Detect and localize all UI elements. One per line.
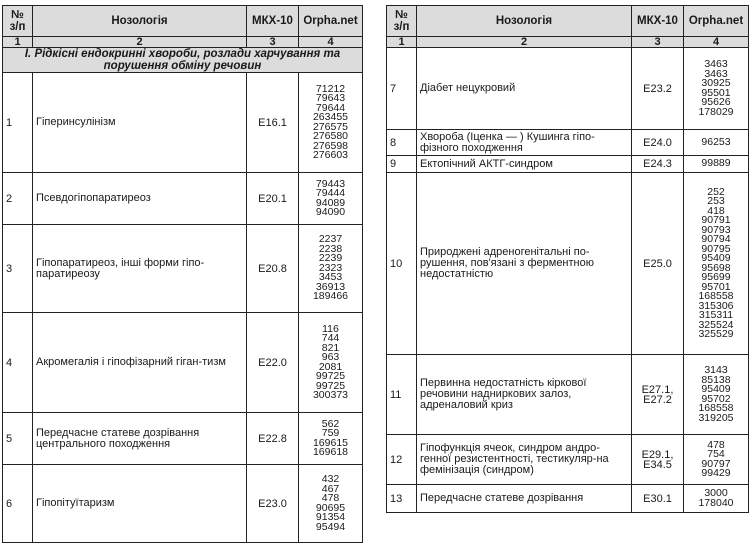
orpha-code: 90791 [701,214,731,226]
orpha-code: 96253 [701,135,731,148]
row-number: 11 [387,355,417,435]
orpha-code: 3000 [704,487,728,499]
column-number: 1 [387,37,417,48]
orpha-code: 319205 [698,411,734,424]
orpha-code: 2081 [318,360,343,373]
icd-code: E27.1, E27.2 [632,355,684,435]
column-number: 4 [684,37,749,48]
orpha-code: 178040 [698,496,734,509]
table-row [387,48,749,130]
orpha-code: 315311 [698,309,734,321]
icd-code: E22.0 [247,313,299,413]
table-row [387,156,749,173]
orpha-code: 94089 [315,196,346,209]
orpha-code: 71212 [315,82,346,95]
icd-code: E20.1 [247,173,299,225]
table-row [387,355,749,435]
orpha-code: 91354 [315,511,346,523]
row-number: 1 [3,73,33,173]
orpha-code: 178029 [698,105,734,118]
column-number: 3 [632,37,684,48]
column-number: 2 [33,37,247,48]
row-number: 9 [387,156,417,173]
orpha-code: 2323 [318,261,343,274]
orpha-code: 90794 [701,233,731,245]
orpha-code: 821 [321,341,340,354]
orpha-code: 169618 [312,446,349,458]
orpha-code: 3143 [704,364,728,376]
orpha-code: 99725 [315,379,346,392]
table-row [387,173,749,355]
orpha-code: 95501 [701,86,731,99]
orpha-code: 467 [321,482,340,495]
nosology-name: Псевдогіпопаратиреоз [33,173,247,225]
orpha-code: 963 [321,351,340,363]
orpha-codes [684,355,749,435]
row-number: 3 [3,225,33,313]
header-nosology: Нозологія [417,6,632,37]
header-icd: МКХ-10 [632,6,684,37]
orpha-code: 2239 [318,252,343,265]
orpha-code: 95702 [701,392,731,405]
row-number: 2 [3,173,33,225]
orpha-code: 253 [707,195,725,207]
orpha-code: 300373 [312,389,349,401]
orpha-code: 95698 [701,261,731,274]
table-row [3,413,363,465]
orpha-code: 85138 [701,373,731,386]
table-row [387,485,749,513]
header-icd: МКХ-10 [247,6,299,37]
orpha-code: 478 [707,438,725,451]
orpha-code: 263455 [312,111,349,123]
orpha-code: 169615 [312,436,349,449]
orpha-code: 99429 [701,467,731,479]
orpha-codes [299,73,363,173]
header-no: № з/п [3,6,33,37]
nosology-name: Первинна недостатність кіркової речовини надниркових залоз, адреналовий криз [417,355,632,435]
orpha-code: 3453 [318,271,343,284]
nosology-name: Ектопічний АКТГ-синдром [417,156,632,173]
orpha-code: 2237 [318,233,343,246]
header-row [387,6,749,37]
nosology-name: Гіпопітуїтаризм [33,465,247,543]
row-number: 6 [3,465,33,543]
icd-code: E24.0 [632,130,684,156]
header-no: № з/п [387,6,417,37]
table-row [3,73,363,173]
row-number: 13 [387,485,417,513]
table-row [3,465,363,543]
orpha-code: 168558 [698,290,734,302]
orpha-codes [684,130,749,156]
orpha-codes [684,48,749,130]
orpha-code: 79444 [315,187,346,199]
orpha-codes [684,156,749,173]
row-number: 7 [387,48,417,130]
orpha-code: 95494 [315,520,346,533]
orpha-code: 189466 [312,290,349,303]
orpha-codes [684,485,749,513]
orpha-code: 99889 [701,157,731,170]
nosology-name: Діабет нецукровий [417,48,632,130]
orpha-codes [684,435,749,485]
header-orpha: Orpha.net [299,6,363,37]
orpha-code: 325524 [698,318,734,331]
row-number: 4 [3,313,33,413]
nosology-name: Акромегалія і гіпофізарний гіган-тизм [33,313,247,413]
orpha-code: 36913 [315,280,346,293]
orpha-code: 754 [707,448,725,460]
column-number: 1 [3,37,33,48]
orpha-code: 30925 [701,77,731,89]
orpha-code: 90695 [315,501,346,514]
nosology-name: Передчасне статеве дозрівання [417,485,632,513]
orpha-code: 276575 [312,120,349,133]
orpha-codes [299,225,363,313]
orpha-code: 252 [707,185,725,198]
row-number: 8 [387,130,417,156]
icd-code: E30.1 [632,485,684,513]
nosology-name: Гіперинсулінізм [33,73,247,173]
icd-code: E16.1 [247,73,299,173]
nosology-name: Природжені адреногенітальні по-рушення, пов'язані з ферментною недостатністю [417,173,632,355]
orpha-code: 95626 [701,96,731,108]
icd-code: E25.0 [632,173,684,355]
nosology-table-right [386,5,749,513]
orpha-code: 94090 [315,206,346,218]
orpha-code: 79643 [315,92,346,104]
orpha-codes [299,413,363,465]
orpha-codes [299,173,363,225]
icd-code: E29.1, E34.5 [632,435,684,485]
orpha-code: 90793 [701,223,731,236]
orpha-code: 276603 [312,149,349,161]
orpha-code: 325529 [698,328,734,340]
column-number: 2 [417,37,632,48]
nosology-name: Передчасне статеве дозрівання центрального походження [33,413,247,465]
column-number-row [387,37,749,48]
row-number: 12 [387,435,417,485]
table-row [3,225,363,313]
nosology-name: Хвороба (Іценка — ) Кушинга гіпо-фізного походження [417,130,632,156]
orpha-code: 276580 [312,130,349,142]
icd-code: E24.3 [632,156,684,173]
orpha-code: 90795 [701,242,731,255]
icd-code: E22.8 [247,413,299,465]
row-number: 10 [387,173,417,355]
orpha-code: 418 [707,204,725,217]
orpha-code: 478 [321,492,340,504]
column-number: 4 [299,37,363,48]
header-orpha: Orpha.net [684,6,749,37]
icd-code: E20.8 [247,225,299,313]
orpha-code: 99725 [315,370,346,382]
column-number-row [3,37,363,48]
orpha-code: 168558 [698,402,734,414]
icd-code: E23.0 [247,465,299,543]
section-title: I. Рідкісні ендокринні хвороби, розлади харчування та порушення обміну речовин [3,48,363,73]
orpha-code: 759 [321,427,340,439]
orpha-code: 95701 [701,280,731,293]
orpha-code: 432 [321,473,340,485]
row-number: 5 [3,413,33,465]
orpha-code: 95699 [701,271,731,283]
orpha-code: 95409 [701,383,731,395]
orpha-code: 3463 [704,58,728,70]
orpha-code: 744 [321,332,340,344]
table-row [387,435,749,485]
nosology-name: Гіпопаратиреоз, інші форми гіпо-паратиреозу [33,225,247,313]
table-row [387,130,749,156]
section-row [3,48,363,73]
orpha-code: 315306 [698,299,734,312]
nosology-table-left [2,5,363,543]
orpha-code: 95409 [701,252,731,264]
orpha-codes [684,173,749,355]
orpha-codes [299,465,363,543]
icd-code: E23.2 [632,48,684,130]
orpha-code: 2238 [318,242,343,255]
orpha-code: 276598 [312,139,349,152]
orpha-code: 79644 [315,101,346,114]
orpha-code: 79443 [315,177,346,190]
header-row [3,6,363,37]
orpha-code: 3463 [704,67,728,80]
table-row [3,313,363,413]
header-nosology: Нозологія [33,6,247,37]
orpha-codes [299,313,363,413]
table-row [3,173,363,225]
orpha-code: 562 [321,417,340,430]
orpha-code: 116 [322,322,339,335]
nosology-name: Гіпофункція ячеок, синдром андро-генної резистентності, тестикуляр-на фемінізація (синдром) [417,435,632,485]
orpha-code: 90797 [701,457,731,470]
column-number: 3 [247,37,299,48]
